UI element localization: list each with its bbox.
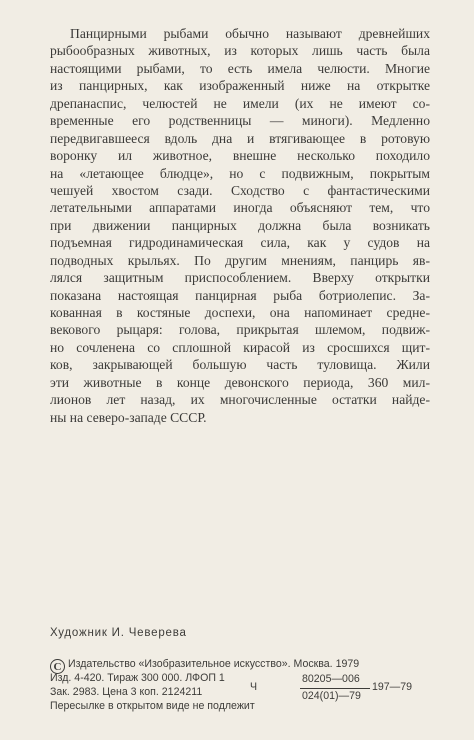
- text-line: лялся защитным приспособлением. Вверху открытки: [50, 270, 430, 286]
- index-letter: Ч: [250, 681, 258, 693]
- text-line: летательными аппаратами иногда объясняют тем, что: [50, 200, 430, 216]
- index-denominator: 024(01)—79: [302, 690, 361, 702]
- copyright-icon: С: [50, 659, 65, 674]
- description-text: [50, 25, 430, 426]
- index-numerator: 80205—006: [302, 673, 360, 685]
- text-line: лионов лет назад, их многочисленные остатки найде-: [50, 392, 430, 408]
- text-line: ков, закрывающей большую часть туловища. Жили: [50, 357, 430, 373]
- text-line: на «летающее блюдце», но с подвижным, покрытым: [50, 165, 430, 181]
- text-line: рыбообразных животных, из которых лишь часть была: [50, 43, 430, 59]
- text-line: подъемная гидродинамическая сила, как у судов на: [50, 235, 430, 251]
- text-line: чешуей хвостом сзади. Сходство с фантастическими: [50, 182, 430, 198]
- index-year: 197—79: [372, 681, 413, 693]
- artist-credit: Художник И. Чеверева: [50, 627, 187, 639]
- text-line: Панцирными рыбами обычно называют древнейших: [70, 26, 430, 41]
- text-line: векового рыцаря: голова, прикрытая шлемом, подвиж-: [50, 322, 430, 338]
- text-line: кованная в костяные доспехи, она напоминает средне-: [50, 305, 430, 320]
- text-line: дрепанаспис, челюстей не имели (их не имеют со-: [50, 95, 430, 111]
- order-price-row: Зак. 2983. Цена 3 коп. 2124211: [50, 686, 203, 698]
- text-line: воронку ил животное, внешне несколько походило: [50, 148, 430, 164]
- text-line: но сочленена со сплошной кирасой из сросшихся щит-: [50, 339, 430, 355]
- text-line: временные его родственницы — миноги). Медленно: [50, 113, 430, 129]
- mailing-note-row: Пересылке в открытом виде не подлежит: [50, 700, 255, 712]
- text-line: из панцирных, как изображенный ниже на открытке: [50, 78, 430, 94]
- text-line: подводных крыльях. По другим мнениям, панцирь яв-: [50, 252, 430, 268]
- publisher-text: Издательство «Изобразительное искусство». Москва. 1979: [68, 658, 360, 670]
- text-line: показана настоящая панцирная рыба ботриолепис. За-: [50, 287, 430, 303]
- text-line: ны на северо-западе СССР.: [50, 409, 207, 425]
- edition-row: Изд. 4-420. Тираж 300 000. ЛФОП 1: [50, 672, 225, 684]
- fraction-bar: [300, 688, 370, 689]
- text-line: передвигавшееся вдоль дна и втягивающее в ротовую: [50, 130, 430, 146]
- text-line: эти животные в конце девонского периода, 360 мил-: [50, 374, 430, 390]
- publisher-row: [50, 657, 430, 671]
- text-line: настоящими рыбами, то есть имела челюсти. Многие: [50, 60, 430, 76]
- text-line: при движении панцирных должна была возникать: [50, 217, 430, 233]
